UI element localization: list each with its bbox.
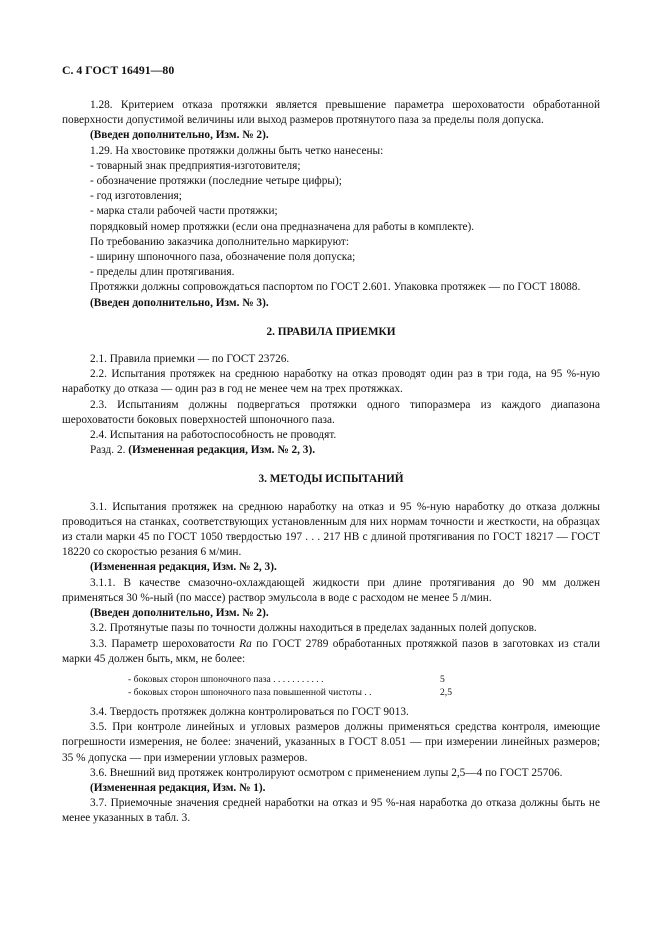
clause-3-4: 3.4. Твердость протяжек должна контролироваться по ГОСТ 9013. — [90, 705, 409, 718]
page-header: С. 4 ГОСТ 16491—80 — [62, 63, 175, 77]
amendment-note: (Введен дополнительно, Изм. № 2). — [90, 129, 269, 142]
list-item: - обозначение протяжки (последние четыре цифры); — [90, 175, 342, 188]
passport-clause: Протяжки должны сопровождаться паспортом по ГОСТ 2.601. Упаковка протяжек — по ГОСТ 18088. — [90, 281, 581, 294]
amendment-note: (Измененная редакция, Изм. № 1). — [90, 781, 266, 794]
list-item: - ширину шпоночного паза, обозначение поля допуска; — [90, 251, 356, 264]
table-row — [128, 673, 600, 686]
ra-symbol: Ra — [239, 637, 252, 650]
clause-text: по ГОСТ 2789 обработанных протяжкой пазов в заготовках из стали марки 45 должен быть, мкм, не более: — [62, 637, 600, 665]
row-value: 2,5 — [440, 686, 452, 698]
clause-3-5: 3.5. При контроле линейных и угловых размеров должны применяться средства контроля, имеющие погрешности измерения, не более: значений, указанных в ГОСТ 8.051 — при измерении линейных размеров; 35 % допуска — при измерении угловых размеров. — [62, 721, 600, 764]
note-bold: (Измененная редакция, Изм. № 2, 3). — [128, 444, 316, 457]
clause-text: 3.3. Параметр шероховатости — [90, 637, 240, 650]
list-item: - пределы длин протягивания. — [90, 266, 235, 279]
row-label: - боковых сторон шпоночного паза повышенной чистоты . . — [128, 686, 372, 698]
section-title: 3. МЕТОДЫ ИСПЫТАНИЙ — [258, 473, 404, 486]
list-item: порядковый номер протяжки (если она предназначена для работы в комплекте). — [90, 220, 475, 233]
clause-1-28: 1.28. Критерием отказа протяжки является превышение параметра шероховатости обработанной поверхности допустимой величины или выход размеров протянутого паза за пределы поля допуска. — [62, 99, 600, 127]
clause-3-7: 3.7. Приемочные значения средней наработки на отказ и 95 %-ная наработка до отказа должны быть не менее указанных в табл. 3. — [62, 797, 600, 825]
clause-3-1: 3.1. Испытания протяжек на среднюю наработку на отказ и 95 %-ную наработку до отказа должны проводиться на станках, соответствующих установленным для них нормам точности и жесткости, на образцах из стали марки 45 по ГОСТ 1050 твердостью 197 . . . 217 НВ с длиной протягивания по ГОСТ 18217 — ГОСТ 18220 со скоростью резания 6 м/мин. — [62, 500, 600, 559]
section-title: 2. ПРАВИЛА ПРИЕМКИ — [266, 325, 396, 338]
clause-2-1: 2.1. Правила приемки — по ГОСТ 23726. — [90, 353, 290, 366]
amendment-note: (Введен дополнительно, Изм. № 3). — [90, 296, 269, 309]
clause-1-29: 1.29. На хвостовике протяжки должны быть четко нанесены: — [90, 144, 384, 157]
document-body — [62, 98, 600, 827]
list-item: - марка стали рабочей части протяжки; — [90, 205, 278, 218]
amendment-note: (Измененная редакция, Изм. № 2, 3). — [90, 561, 277, 574]
table-row — [128, 686, 600, 699]
clause-2-2: 2.2. Испытания протяжек на среднюю наработку на отказ проводят один раз в три года, на 95 %-ную наработку до отказа — один раз в год не менее чем на трех протяжках. — [62, 368, 600, 396]
clause-2-3: 2.3. Испытаниям должны подвергаться протяжки одного типоразмера из каждого диапазона шероховатости боковых поверхностей шпоночного паза. — [62, 398, 600, 426]
list-item: - год изготовления; — [90, 190, 182, 203]
clause-3-1-1: 3.1.1. В качестве смазочно-охлаждающей жидкости при длине протягивания до 90 мм должен применяться 30 %-ный (по массе) раствор эмульсола в воде с расходом не менее 5 л/мин. — [62, 576, 600, 604]
list-item: - товарный знак предприятия-изготовителя; — [90, 159, 301, 172]
clause-3-2: 3.2. Протянутые пазы по точности должны находиться в пределах заданных полей допусков. — [90, 622, 537, 635]
clause-3-6: 3.6. Внешний вид протяжек контролируют осмотром с применением лупы 2,5—4 по ГОСТ 25706. — [90, 766, 563, 779]
row-value: 5 — [440, 673, 445, 685]
clause-3-3 — [62, 637, 600, 667]
amendment-note — [62, 443, 600, 458]
note-prefix: Разд. 2. — [90, 444, 129, 457]
customer-marking-intro: По требованию заказчика дополнительно маркируют: — [90, 235, 349, 248]
roughness-table — [128, 673, 600, 699]
clause-2-4: 2.4. Испытания на работоспособность не проводят. — [90, 429, 337, 442]
row-label: - боковых сторон шпоночного паза . . . . . . . . . . . — [128, 673, 324, 685]
amendment-note: (Введен дополнительно, Изм. № 2). — [90, 607, 269, 620]
